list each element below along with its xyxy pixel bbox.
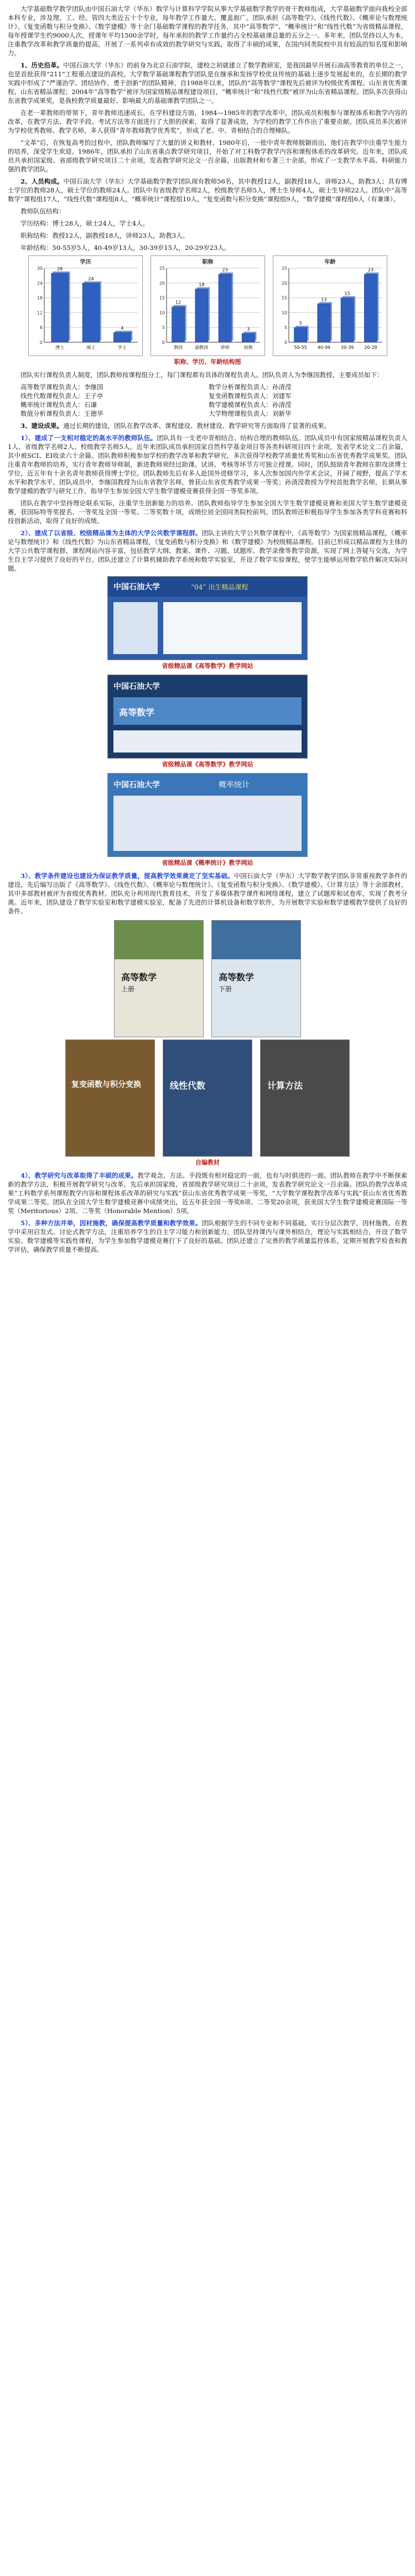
- website-logo: 中国石油大学: [113, 781, 160, 790]
- textbooks-row-1: [8, 920, 407, 1037]
- y-tick-label: 20: [281, 280, 287, 286]
- bar: [317, 304, 330, 342]
- profile-edu: 学历结构：博士28人，硕士24人，学士4人。: [20, 220, 149, 227]
- manager-item: 大学物理课程负责人：刘新华: [209, 410, 292, 417]
- subsection-5-title: 5）、多种方法并举，因材施教，确保提高教学质量和教学效果。: [20, 1219, 202, 1227]
- website-tab: 高等数学: [119, 707, 155, 718]
- website-caption-1: 省级精品课《高等数学》教学网站: [162, 662, 253, 670]
- subsection-2-text: 团队主讲的大学公共数学课程中，《高等数学》为国家级精品课程，《概率论与数理统计》和《线性代数》为山东省精品课程，《复变函数与积分变换》和《数学建模》为校级精品课程。目前已形成以精品课程为主体的大学公共数学课程群，课程网站内容丰富，包括教学大纲、教案、课件、习题、试题库、教学录像等教学资源，实现了网上答疑与交流，为学生自主学习提供了良好的平台。团队还建立了计算机辅助教学系统和数学实验室，开设了数学实验课程，使学生能够运用数学软件解决实际问题。: [8, 529, 408, 572]
- textbook-sub: 下册: [219, 985, 232, 993]
- textbooks-caption: 自编教材: [195, 1159, 220, 1166]
- chart-title: 学历: [80, 259, 91, 265]
- cover-band: [115, 921, 203, 959]
- charts-caption: 职称、学历、年龄结构图: [174, 358, 241, 365]
- textbooks-row-2: [8, 1039, 407, 1157]
- subsection-4: [8, 1171, 407, 1215]
- bar: [113, 332, 131, 342]
- x-tick-label: 博士: [55, 345, 64, 350]
- subsection-4-text: 教学观念、方法、手段既有相对稳定的一面，也有与时俱进的一面。团队教师在教学中不断探索新的教学方法，积极开展教学研究与改革，先后承担国家级、省部级教学研究项目二十余项，发表教学研究论文一百余篇。团队的教学改革成果“工科数学系列课程教学内容和课程体系改革的研究与实践”获山东省优秀教学成果一等奖，“大学数学课程教学改革与实践”获山东省优秀教学成果二等奖。团队在全国大学生数学建模竞赛中成绩突出，近五年获全国一等奖8项、二等奖20余项，获美国大学生数学建模竞赛国际一等奖（Meritorious）2项、二等奖（Honorable Mention）5项。: [8, 1172, 407, 1215]
- manager-item: 数学分析课程负责人：孙清滢: [209, 383, 292, 391]
- textbook-cover: [114, 920, 204, 1037]
- document-page: [0, 0, 415, 1254]
- manager-item: 复变函数课程负责人：刘建军: [209, 392, 292, 400]
- textbook-title: 线性代数: [170, 1080, 206, 1091]
- textbook-cover: [65, 1039, 155, 1157]
- subsection-5-text: 团队根据学生的不同专业和不同基础，实行分层次教学，因材施教。在教学中采用启发式、讨论式教学方法，注重培养学生的自主学习能力和创新能力。团队坚持课内与课外相结合，理论与实践相结合，开设了数学实验、数学建模等实践性课程，为学生参加数学建模竞赛打下了良好的基础。团队还建立了完善的教学质量监控体系，定期开展教学检查和教学评估，确保教学质量不断提高。: [8, 1219, 407, 1253]
- data-label: 4: [120, 326, 123, 331]
- section-members-title: 2、人员构成。: [20, 177, 64, 185]
- manager-item: 线性代数课程负责人：王子亭: [20, 392, 103, 400]
- x-tick-label: 教授: [173, 345, 183, 350]
- y-tick-label: 0: [162, 340, 165, 345]
- data-label: 15: [344, 291, 350, 296]
- subsection-1-title: 1）、建成了一支相对稳定的高水平的教师队伍。: [20, 434, 157, 442]
- website-screenshot-3: [107, 773, 308, 857]
- website-screenshot-1: [107, 576, 308, 660]
- chart-title: 职称: [202, 259, 213, 265]
- y-tick-label: 20: [159, 280, 165, 286]
- y-tick-label: 5: [284, 325, 287, 331]
- subsection-1-p2: 团队在教学中坚持理论联系实际，注重学生创新能力的培养。团队教师指导学生参加全国大学生数学建模竞赛和美国大学生数学建模竞赛，获国际特等奖提名、一等奖及全国一等奖、二等奖数十项，成绩位居全国同类院校前列。团队教师还积极指导学生参加各类学科竞赛和科技创新活动，取得了良好的成绩。: [8, 499, 407, 525]
- x-tick-label: 学士: [117, 345, 127, 350]
- subsection-2: [8, 529, 407, 573]
- data-label: 3: [246, 326, 250, 332]
- section-results-title: 3、建设成果。: [20, 422, 64, 430]
- x-tick-label: 30-39: [340, 345, 354, 350]
- x-tick-label: 40-49: [317, 345, 330, 350]
- chart-title: [151, 255, 265, 356]
- profile-title: 教师队伍结构：: [20, 207, 65, 215]
- section-history-text: 中国石油大学（华东）的前身为北京石油学院，建校之初就建立了数学教研室，是我国最早开展石油高等教育的单位之一，也是首批获得“211”工程重点建设的高校。大学数学基础课程教学团队是在继承和发扬学校优良传统的基础上逐步发展起来的，在长期的教学实践中形成了“严谨治学、团结协作、勇于创新”的团队精神。自1988年以来，团队的“高等数学”课程先后被评为校级优秀课程、山东省优秀课程、山东省精品课程；2004年“高等数学”被评为国家级精品课程建设项目，“概率统计”和“线性代数”被评为山东省精品课程。团队多次获得山东省教学成果奖，是我校教学质量最好、影响最大的基础课教学团队之一。: [8, 61, 407, 104]
- bar: [219, 274, 231, 342]
- bar: [82, 283, 100, 342]
- website-content: [113, 796, 302, 851]
- data-label: 24: [87, 276, 94, 281]
- chart-age: [273, 255, 387, 356]
- data-label: 12: [175, 300, 181, 305]
- bar: [172, 307, 184, 342]
- y-tick-label: 18: [37, 295, 43, 301]
- subsection-3-text: 中国石油大学（华东）大学数学教学团队非常重视教学条件的建设，先后编写出版了《高等数学》、《线性代数》、《概率论与数理统计》、《复变函数与积分变换》、《数学建模》、《计算方法》等十余部教材，其中多部教材被评为省级优秀教材。团队充分利用现代教育技术，开发了多媒体教学课件和网络课程，建立了试题库和试卷库，实现了教考分离。近年来，团队建设了数学实验室和数学建模实验室，配备了先进的计算机设备和数学软件，为开展数学实验和数学建模教学提供了良好的条件。: [8, 872, 408, 915]
- data-label: 5: [299, 321, 302, 326]
- subsection-1: [8, 433, 407, 495]
- textbook-title: 复变函数与积分变换: [71, 1080, 141, 1089]
- x-tick-label: 讲师: [220, 345, 230, 350]
- y-tick-label: 15: [281, 295, 287, 301]
- section-results-text: 通过长期的建设，团队在教学改革、课程建设、教材建设、教学研究等方面取得了显著的成果。: [63, 422, 331, 430]
- managers-list: [20, 383, 407, 418]
- data-label: 28: [56, 266, 63, 271]
- y-tick-label: 25: [281, 266, 287, 271]
- subsection-5: [8, 1219, 407, 1254]
- bar: [364, 274, 377, 342]
- section-members-text: 中国石油大学（华东）大学基础数学教学团队现有教师56名，其中教授12人，副教授18人，讲师23人，助教3人；具有博士学位的教师28人，硕士学位的教师24人。团队中有省级教学名师2人，校级教学名师5人，博士生导师4人，硕士生导师22人。团队中“高等数学”课程组17人，“线性代数”课程组8人，“概率统计”课程组10人，“复变函数与积分变换”课程组9人，“数学建模”课程组6人（有兼课）。: [8, 177, 407, 203]
- cover-band: [212, 921, 300, 959]
- x-tick-label: 副教授: [194, 345, 208, 350]
- website-screenshot-2: [107, 675, 308, 759]
- manager-item: 数学建模课程负责人：孙清滢: [209, 401, 292, 409]
- textbook-title: 计算方法: [267, 1080, 303, 1091]
- website-logo: 中国石油大学: [113, 583, 160, 592]
- x-tick-label: 50-55: [294, 345, 307, 350]
- data-label: 13: [320, 297, 326, 302]
- y-tick-label: 0: [284, 340, 287, 345]
- website-tab: “04” 出生精品课程: [191, 583, 248, 591]
- data-label: 23: [367, 267, 374, 273]
- section-history-title: 1、历史沿革。: [20, 61, 64, 69]
- chart-education: [28, 255, 143, 356]
- website-logo: 中国石油大学: [113, 682, 160, 691]
- website-sidebar: [113, 602, 158, 654]
- subsection-1-text: 团队具有一支老中青相结合、结构合理的教师队伍。团队成员中有国家级精品课程负责人1人、省级教学名师2人、校级教学名师5人。近年来团队成员承担国家自然科学基金项目等各类科研项目四十余项，发表学术论文二百余篇，其中被SCI、EI收录六十余篇。团队教师积极参加学校的教学改革和教学研究，多次获得学校教学质量优秀奖和山东省优秀教学成果奖。团队注重青年教师的培养，实行青年教师导师制，新进教师须经过助课、试讲、考核等环节方可独立授课。同时，团队鼓励青年教师在职攻读博士学位，近五年有十余名青年教师获得博士学位。团队教师先后有多人赴国外进修学习，多人次参加国内外学术会议，开阔了视野，提高了学术水平和教学水平。团队成员中，李继国教授为山东省教学名师，曾获山东省优秀教学成果一等奖；孙清滢教授为学校首批教学名师，长期从事数学建模的教学与研究工作，指导学生参加全国大学生数学建模竞赛获得全国一等奖多项。: [8, 434, 408, 495]
- y-tick-label: 6: [39, 325, 43, 331]
- intro-paragraph: 大学基础数学教学团队由中国石油大学（华东）数学与计算科学学院从事大学基础数学教学的骨干教师组成，大学基础数学面向我校全部本科专业，涉及理、工、经、管四大类近五十个专业，每年教学工作量大、覆盖面广。团队承担《高等数学》、《线性代数》、《概率论与数理统计》、《复变函数与积分变换》、《数学建模》等十余门基础数学课程的教学任务，其中“高等数学”、“概率统计”和“线性代数”为省级精品课程，每年授课学生约9000人次，授课年平均1500余学时，每年承担的教学工作量约占全校基础课总量的五分之一。多年来，团队坚持以人为本，注重教学改革和教学质量的提高，开展了一系列卓有成效的教学研究与实践，取得了丰硕的成果，在国内同类院校中具有较高的知名度和影响力。: [8, 5, 407, 57]
- chart-title: 年龄: [324, 259, 335, 265]
- subsection-2-title: 2）、建成了以省级、校级精品课为主体的大学公共数学课程群。: [20, 529, 202, 537]
- data-label: 18: [198, 282, 204, 288]
- bar: [51, 273, 68, 342]
- y-tick-label: 12: [37, 310, 43, 316]
- textbook-title: 高等数学: [121, 972, 157, 983]
- x-tick-label: 硕士: [86, 345, 95, 350]
- subsection-4-title: 4）、教学研究与改革取得了丰硕的成果。: [20, 1172, 138, 1179]
- website-content: [113, 730, 302, 753]
- subsection-3: [8, 871, 407, 916]
- textbook-title: 高等数学: [219, 972, 255, 983]
- textbook-cover: [260, 1039, 350, 1157]
- y-tick-label: 15: [159, 295, 165, 301]
- bar: [195, 289, 208, 342]
- y-tick-label: 10: [159, 310, 165, 316]
- website-caption-2: 省级精品课《高等数学》教学网站: [162, 761, 253, 768]
- y-tick-label: 5: [162, 325, 165, 331]
- textbook-cover: [211, 920, 301, 1037]
- y-tick-label: 24: [37, 280, 43, 286]
- charts-row: [8, 255, 407, 356]
- y-tick-label: 25: [159, 266, 165, 271]
- website-caption-3: 省级精品课《概率统计》教学网站: [162, 859, 253, 866]
- section-members: [8, 177, 407, 203]
- y-tick-label: 10: [281, 310, 287, 316]
- section-history-p2: 在老一辈教师的带领下，青年教师迅速成长。在学科建设方面，1984—1985年的教学改革中，团队成员积极参与课程体系和教学内容的改革，在教学方法、教学手段、考试方法等方面进行了大胆的探索，取得了显著成效，为学校的教学工作作出了重要贡献。团队成员多次被评为学校优秀教师、教学名师，多人获得“青年教师教学优秀奖”，形成了老、中、青相结合的合理梯队。: [8, 109, 407, 134]
- bar: [294, 327, 307, 342]
- bar: [242, 333, 255, 342]
- website-tab: 概率统计: [219, 781, 250, 790]
- x-tick-label: 助教: [243, 345, 253, 350]
- section-history: [8, 61, 407, 105]
- bar: [341, 298, 354, 342]
- manager-item: 数值分析课程负责人：王德华: [20, 410, 103, 417]
- section-members-p2: 团队实行课程负责人制度，团队教师按课程组分工，每门课程都有具体的课程负责人。团队负责人为李继国教授，主要成员如下：: [20, 371, 383, 379]
- data-label: 23: [222, 267, 228, 273]
- textbook-sub: 上册: [121, 985, 135, 993]
- textbook-cover: [163, 1039, 252, 1157]
- section-results: [8, 421, 407, 430]
- profile-age: 年龄结构：50-55岁5人，40-49岁13人，30-39岁15人，20-29岁23人。: [20, 244, 231, 252]
- manager-item: 高等数学课程负责人：李继国: [20, 383, 103, 391]
- subsection-3-title: 3）、教学条件建设也建设为保证教学质量，提高教学效果奠定了坚实基础。: [20, 872, 234, 880]
- y-tick-label: 0: [39, 340, 43, 345]
- website-content: [163, 602, 302, 654]
- profile-title-struct: 职称结构：教授12人，副教授18人，讲师23人，助教3人。: [20, 232, 189, 239]
- x-tick-label: 20-29: [364, 345, 377, 350]
- y-tick-label: 30: [37, 266, 43, 271]
- manager-item: 概率统计课程负责人：石谦: [20, 401, 97, 409]
- section-history-p3: “文革”后，在恢复高考的过程中，团队教师编写了大量的讲义和教材。1980年后，一批中青年教师脱颖而出，他们在教学中注重学生能力的培养，深受学生欢迎。1986年，团队承担了山东省重点教学研究项目，开始了对工科数学教学内容和课程体系的改革研究。近年来，团队成员共承担国家级、省部级教学研究项目二十余项，发表教学研究论文一百余篇，出版教材和专著三十余部，形成了一支教学水平高、科研能力强的教学团队。: [8, 139, 407, 173]
